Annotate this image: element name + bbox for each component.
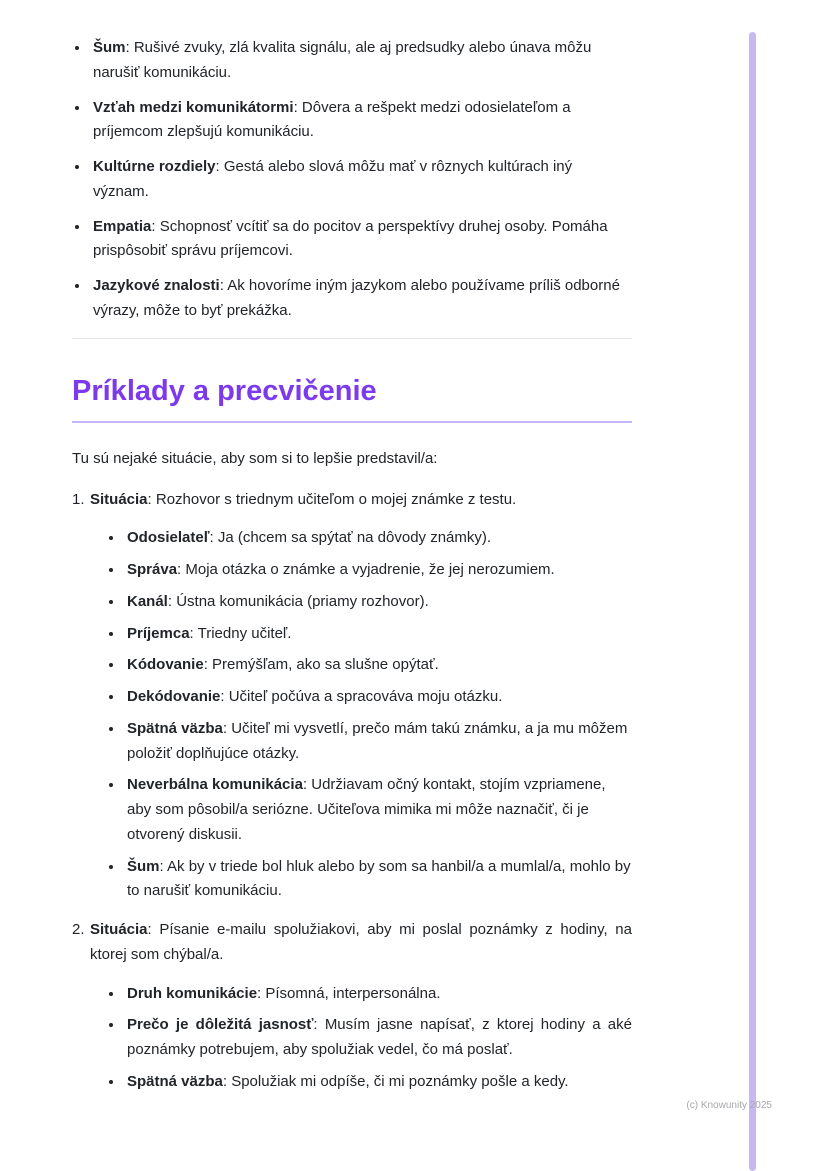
term-text: Kultúrne rozdiely	[93, 158, 216, 175]
list-item	[90, 215, 632, 265]
section-divider	[72, 338, 632, 339]
situation-head	[72, 918, 632, 968]
desc-text: : Gestá alebo slová môžu mať v rôznych kultúrach iný význam.	[93, 158, 573, 200]
term-text: Druh komunikácie	[127, 984, 258, 1002]
term-text: Prečo je dôležitá jasnosť	[127, 1016, 314, 1034]
list-item	[124, 622, 632, 647]
term-text: Správa	[127, 561, 178, 578]
desc-text: : Premýšľam, ako sa slušne opýtať.	[203, 656, 439, 674]
desc-text: : Rušivé zvuky, zlá kvalita signálu, ale aj predsudky alebo únava môžu narušiť komunikáciu.	[93, 39, 592, 81]
list-item	[124, 685, 632, 710]
factors-list	[72, 36, 632, 324]
section-heading: Príklady a precvičenie	[72, 374, 377, 407]
situations-list	[72, 488, 632, 1095]
term-text: Kódovanie	[127, 656, 204, 674]
situation-number: 2.	[72, 921, 85, 938]
situation-text	[90, 918, 632, 968]
copyright-text: (c) Knowunity 2025	[686, 1100, 772, 1111]
list-item	[124, 1070, 632, 1095]
desc-text: : Písanie e-mailu spolužiakovi, aby mi poslal poznámky z hodiny, na ktorej som chýbal/a.	[90, 921, 632, 963]
situation-details-list	[106, 526, 632, 904]
term-text: Neverbálna komunikácia	[127, 776, 303, 794]
desc-text: : Písomná, interpersonálna.	[257, 984, 441, 1002]
desc-text: : Schopnosť vcítiť sa do pocitov a perspektívy druhej osoby. Pomáha prispôsobiť správu príjemcovi.	[93, 217, 608, 260]
heading-underline	[72, 421, 632, 423]
list-item	[124, 773, 632, 847]
desc-text: : Učiteľ mi vysvetlí, prečo mám takú známku, a ja mu môžem položiť doplňujúce otázky.	[127, 719, 628, 762]
document-page	[72, 36, 632, 1109]
desc-text: : Rozhovor s triednym učiteľom o mojej známke z testu.	[147, 490, 517, 508]
list-item	[124, 590, 632, 615]
list-item	[124, 982, 632, 1007]
term-text: Vzťah medzi komunikátormi	[93, 98, 294, 116]
list-item	[124, 1013, 632, 1063]
list-item	[90, 155, 632, 205]
list-item	[124, 558, 632, 583]
list-item	[124, 653, 632, 678]
term-text: Spätná väzba	[127, 719, 223, 737]
term-text: Situácia	[90, 490, 148, 508]
term-text: Odosielateľ	[127, 529, 210, 547]
intro-paragraph: Tu sú nejaké situácie, aby som si to lepšie predstavil/a:	[72, 449, 438, 467]
list-item	[124, 526, 632, 551]
list-item	[90, 36, 632, 86]
term-text: Dekódovanie	[127, 688, 221, 705]
situation-details-list	[106, 982, 632, 1095]
term-text: Kanál	[127, 592, 168, 610]
term-text: Šum	[127, 857, 160, 875]
desc-text: : Ja (chcem sa spýtať na dôvody známky).	[209, 529, 492, 547]
situation-item	[72, 918, 632, 1095]
desc-text: : Dôvera a rešpekt medzi odosielateľom a príjemcom zlepšujú komunikáciu.	[93, 98, 571, 141]
desc-text: : Moja otázka o známke a vyjadrenie, že jej nerozumiem.	[177, 561, 555, 578]
term-text: Šum	[93, 39, 126, 56]
term-text: Spätná väzba	[127, 1072, 223, 1090]
list-item	[90, 96, 632, 146]
desc-text: : Musím jasne napísať, z ktorej hodiny a aké poznámky potrebujem, aby spolužiak vedel, čo má poslať.	[127, 1016, 632, 1058]
desc-text: : Ústna komunikácia (priamy rozhovor).	[167, 592, 429, 610]
term-text: Príjemca	[127, 624, 190, 642]
desc-text: : Učiteľ počúva a spracováva moju otázku.	[220, 688, 503, 705]
desc-text: : Ak hovoríme iným jazykom alebo používame príliš odborné výrazy, môže to byť prekážka.	[93, 277, 620, 319]
desc-text: : Triedny učiteľ.	[189, 624, 292, 642]
situation-number: 1.	[72, 490, 85, 508]
desc-text: : Spolužiak mi odpíše, či mi poznámky pošle a kedy.	[222, 1072, 569, 1090]
list-item	[90, 274, 632, 324]
situation-text	[90, 488, 632, 513]
situation-head	[72, 488, 632, 513]
list-item	[124, 855, 632, 905]
term-text: Situácia	[90, 921, 148, 938]
desc-text: : Udržiavam očný kontakt, stojím vzpriamene, aby som pôsobil/a seriózne. Učiteľova mimika mi môže naznačiť, či je otvorený diskusii.	[127, 776, 606, 843]
desc-text: : Ak by v triede bol hluk alebo by som sa hanbil/a a mumlal/a, mohlo by to narušiť komunikáciu.	[127, 857, 631, 900]
term-text: Jazykové znalosti	[93, 277, 220, 294]
list-item	[124, 717, 632, 767]
term-text: Empatia	[93, 217, 152, 235]
situation-item	[72, 488, 632, 905]
scrollbar-thumb[interactable]	[749, 32, 756, 1171]
